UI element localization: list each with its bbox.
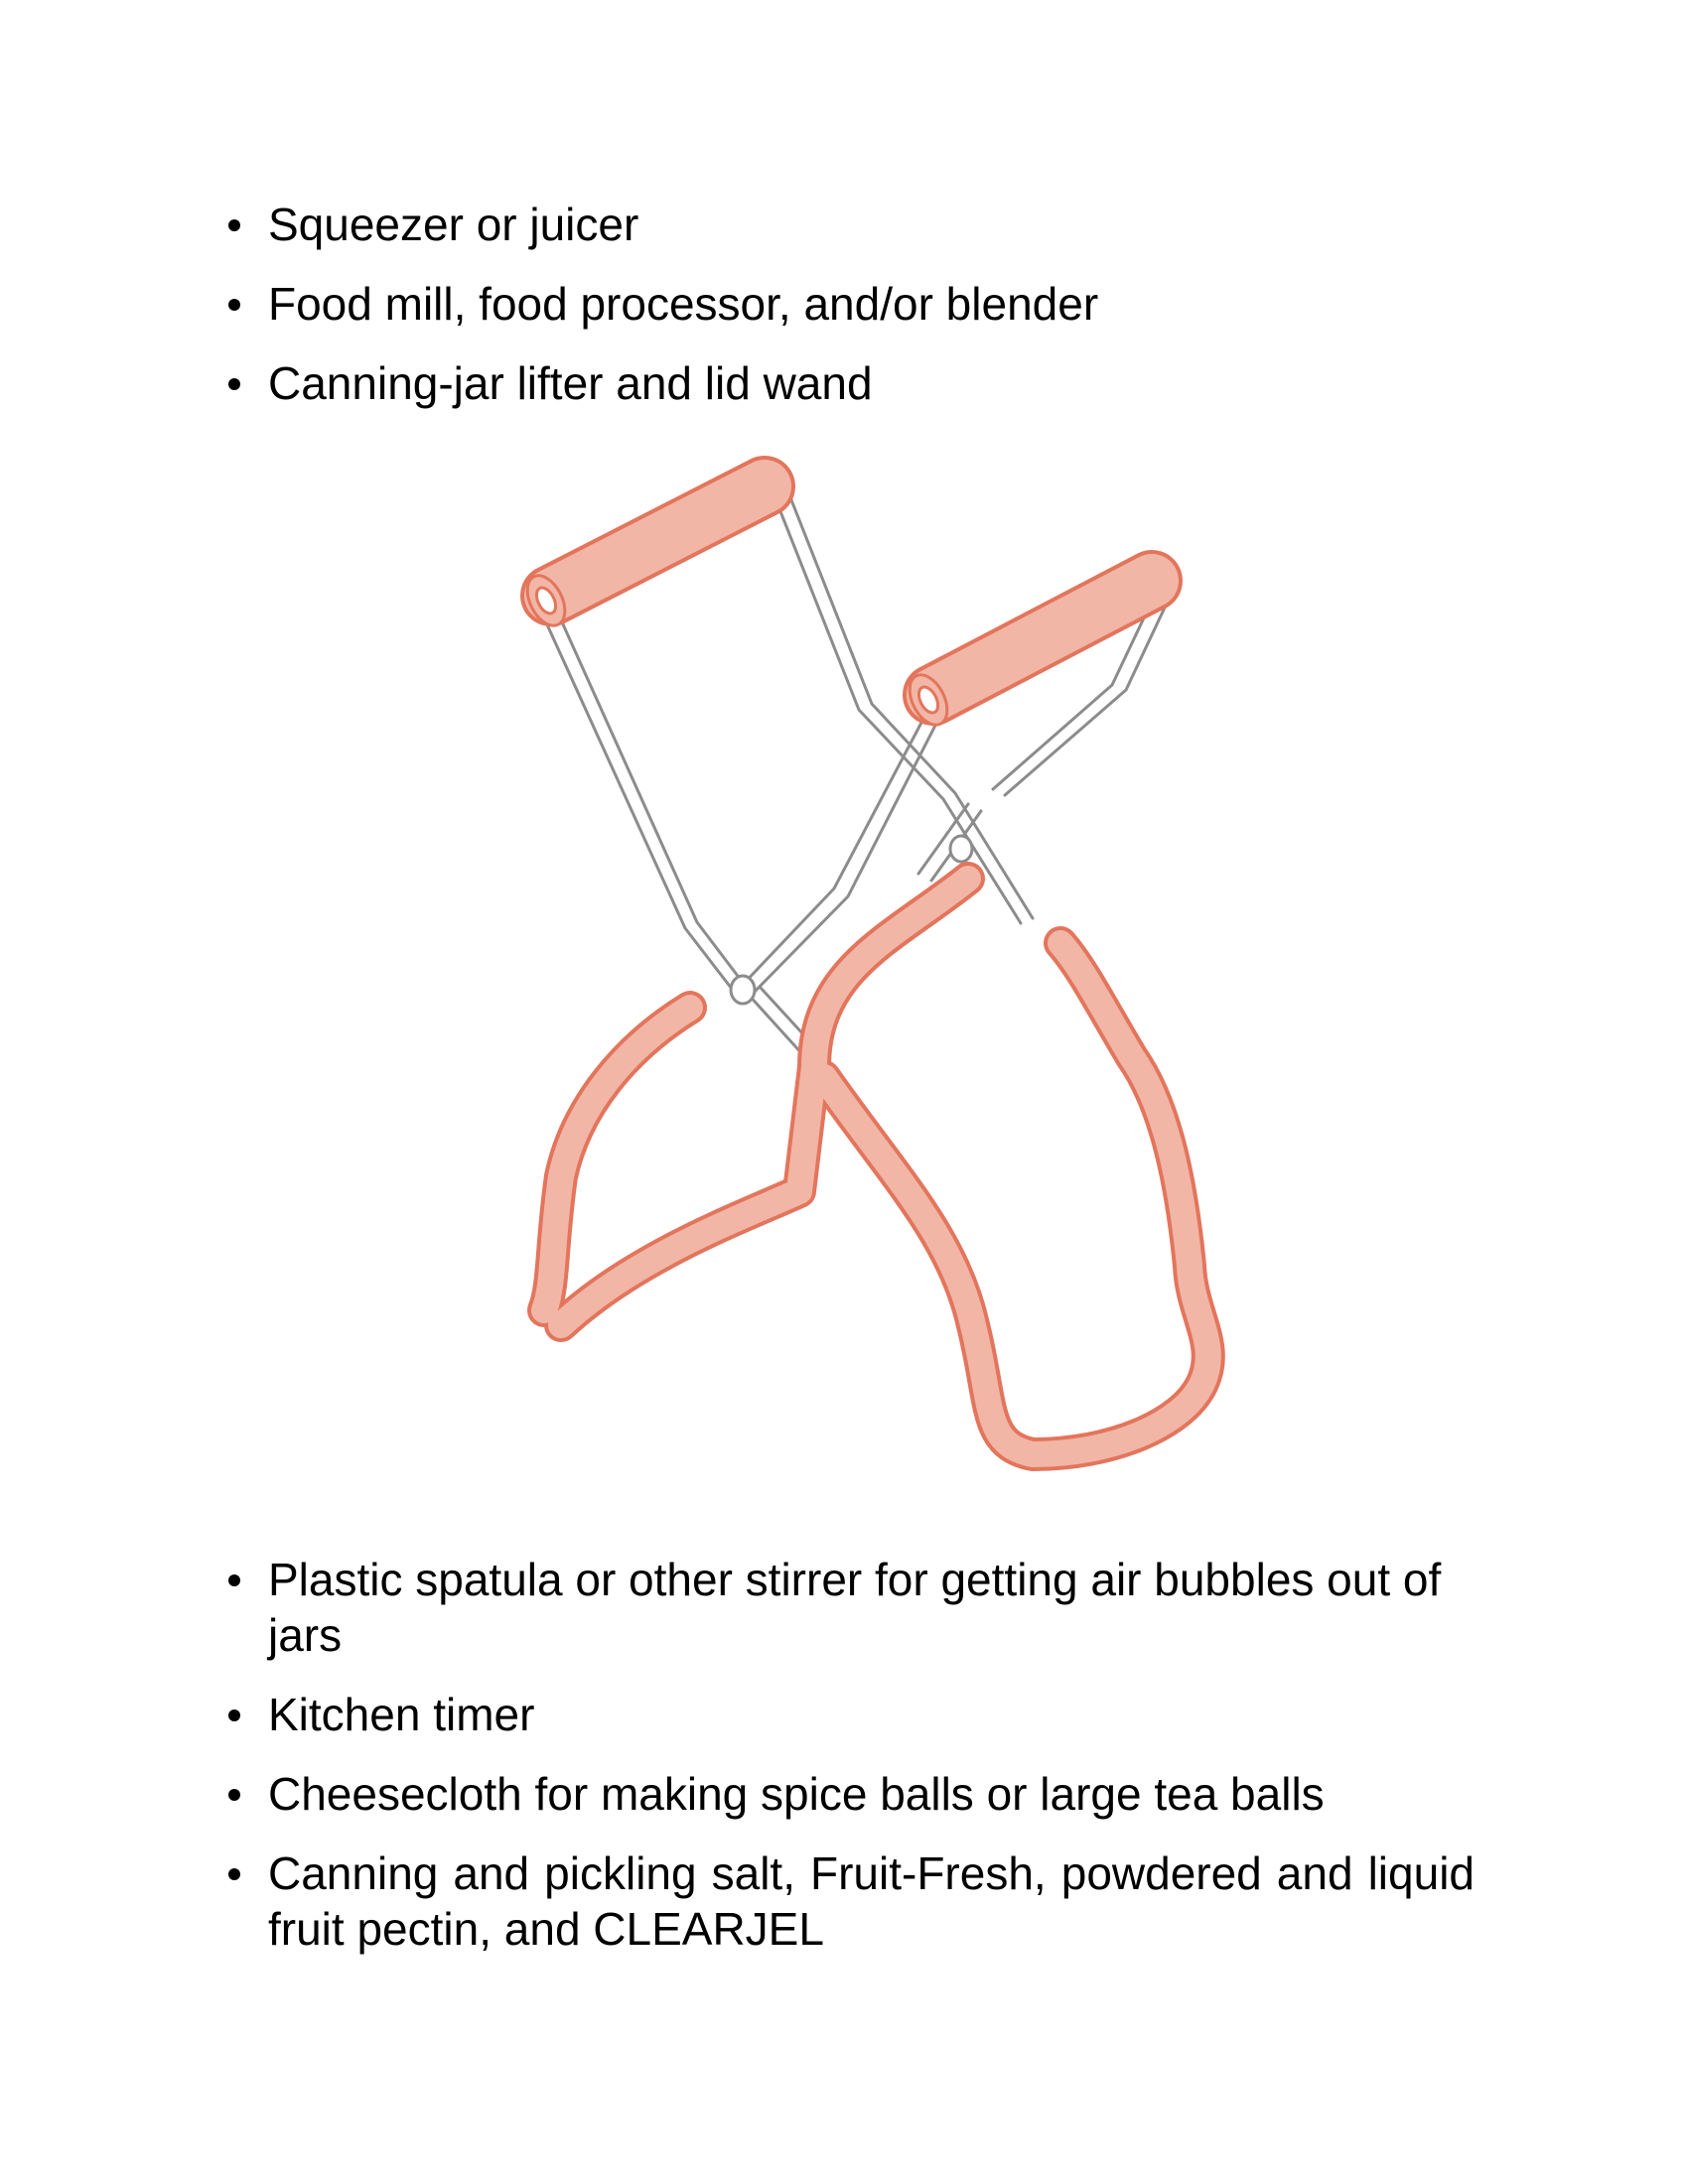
list-item xyxy=(223,276,1475,332)
canning-jar-lifter-illustration xyxy=(516,452,1231,1504)
bullet-icon xyxy=(228,1709,240,1721)
bullet-icon xyxy=(228,1789,240,1801)
list-item-text: Squeezer or juicer xyxy=(268,199,639,250)
equipment-list-top xyxy=(223,197,1475,435)
list-item xyxy=(223,1552,1475,1663)
list-item-text: Kitchen timer xyxy=(268,1689,535,1740)
list-item xyxy=(223,1766,1475,1822)
equipment-list-bottom xyxy=(223,1552,1475,1980)
list-item-text: Plastic spatula or other stirrer for getting air bubbles out of jars xyxy=(268,1554,1442,1661)
list-item xyxy=(223,1845,1475,1957)
list-item xyxy=(223,1687,1475,1742)
list-item-text: Cheesecloth for making spice balls or large tea balls xyxy=(268,1768,1325,1820)
bullet-icon xyxy=(228,1868,240,1880)
list-item xyxy=(223,197,1475,252)
list-item xyxy=(223,355,1475,411)
bullet-icon xyxy=(228,219,240,231)
bullet-icon xyxy=(228,1574,240,1586)
list-item-text: Canning and pickling salt, Fruit-Fresh, powdered and liquid fruit pectin, and CLEARJEL xyxy=(268,1847,1475,1955)
bullet-icon xyxy=(228,299,240,311)
list-item-text: Canning-jar lifter and lid wand xyxy=(268,357,873,409)
list-item-text: Food mill, food processor, and/or blender xyxy=(268,278,1099,330)
bullet-icon xyxy=(228,378,240,390)
jar-lifter-icon xyxy=(516,452,1231,1504)
